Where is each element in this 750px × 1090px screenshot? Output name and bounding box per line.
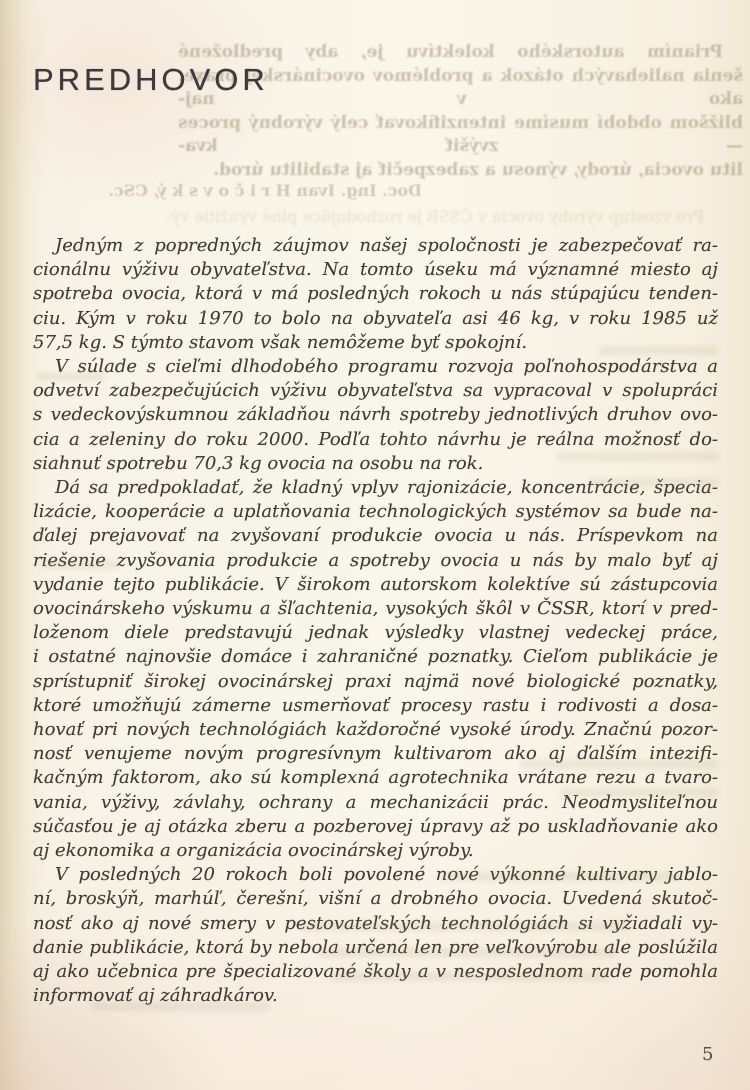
text-line: vania, výživy, závlahy, ochrany a mechanizácii prác. Neodmysliteľnou xyxy=(33,791,718,813)
text-line: ktoré umožňujú zámerne usmerňovať procesy rastu i rodivosti a dosa- xyxy=(33,694,718,716)
page-title: PREDHOVOR xyxy=(33,61,269,97)
text-line: odvetví zabezpečujúcich výživu obyvateľstva sa vypracoval v spolupráci xyxy=(33,380,718,402)
bleed-through-smudge xyxy=(90,1002,270,1011)
text-line: s vedeckovýskumnou základňou návrh spotreby jednotlivých druhov ovo- xyxy=(33,404,718,426)
ghost-line: litu ovocia, úrody, výnosu a zabezpečiť aj stabilitu úrod. xyxy=(213,159,743,180)
text-line: informovať aj záhradkárov. xyxy=(33,985,278,1007)
text-line: spotreba ovocia, ktorá v má posledných rokoch u nás stúpajúcu tenden- xyxy=(33,283,718,305)
bleed-through-author-line: Doc. Ing. Ivan H r i č o v s k ý, CSc. xyxy=(108,181,422,200)
bleed-through-smudge xyxy=(560,788,718,797)
text-line: riešenie zvyšovania produkcie a spotreby ovocia u nás by malo byť aj xyxy=(33,549,718,571)
text-line: siahnuť spotrebu 70,3 kg ovocia na osobu na rok. xyxy=(33,452,484,474)
text-line: aj ekonomika a organizácia ovocinárskej výroby. xyxy=(33,840,474,862)
text-line: cionálnu výživu obyvateľstva. Na tomto úseku má významné miesto aj xyxy=(33,259,718,281)
text-line: ďalej prejavovať na zvyšovaní produkcie ovocia u nás. Príspevkom na xyxy=(33,525,718,547)
text-line: ciu. Kým v roku 1970 to bolo na obyvateľa asi 46 kg, v roku 1985 už xyxy=(33,307,718,329)
bleed-through-faint-line: Pre vzostup výroby ovocia v ČSSR je rozhodujúce plné využitie vý- xyxy=(165,207,704,226)
text-line: danie publikácie, ktorá by nebola určená len pre veľkovýrobu ale poslúžila xyxy=(33,936,718,958)
bleed-through-smudge xyxy=(330,972,610,981)
text-line: i ostatné najnovšie domáce i zahraničné poznatky. Cieľom publikácie je xyxy=(33,646,718,668)
text-line: súčasťou je aj otázka zberu a pozberovej úpravy až po uskladňovanie ako xyxy=(33,815,718,837)
ghost-line: Prianím autorského kolektívu je, aby predložené xyxy=(178,42,723,62)
bleed-through-smudge xyxy=(440,872,680,881)
text-line: vydanie tejto publikácie. V širokom autorskom kolektíve sú zástupcovia xyxy=(33,573,718,595)
page-number: 5 xyxy=(702,1044,714,1065)
bleed-through-smudge xyxy=(588,478,718,487)
bleed-through-smudge xyxy=(598,346,718,355)
bleed-through-smudge xyxy=(36,372,106,381)
ghost-line: bližšom období musíme intenzifikovať celý výrobný proces — zvýšiť kva- xyxy=(178,112,743,156)
text-line: nosť ako aj nové smery v pestovateľských technológiách si vyžiadali vy- xyxy=(33,912,718,934)
ghost-line: šenia naliehavých otázok a problémov ovocinárskej praxe, ako v naj- xyxy=(178,65,743,109)
text-line: ní, broskýň, marhúľ, čerešní, višní a drobného ovocia. Uvedená skutoč- xyxy=(33,888,718,910)
text-line: Jedným z popredných záujmov našej spoločnosti je zabezpečovať ra- xyxy=(55,235,718,256)
text-line: kačným faktorom, ako sú komplexná agrotechnika vrátane rezu a tvaro- xyxy=(33,767,718,789)
bleed-through-smudge xyxy=(40,560,120,569)
text-line: 57,5 kg. S týmto stavom však nemôžeme byť spokojní. xyxy=(33,331,528,353)
bleed-through-smudge xyxy=(318,948,618,957)
bleed-through-smudge xyxy=(556,452,718,461)
text-line: ovocinárskeho výskumu a šľachtenia, vysokých škôl v ČSSR, ktorí v pred- xyxy=(33,598,718,620)
text-line: V posledných 20 rokoch boli povolené nové výkonné kultivary jablo- xyxy=(55,864,718,886)
text-line: cia a zeleniny do roku 2000. Podľa tohto návrhu je reálna možnosť do- xyxy=(33,428,718,450)
text-line: loženom diele predstavujú jednak výsledky vlastnej vedeckej práce, xyxy=(33,622,718,644)
text-line: nosť venujeme novým progresívnym kultivarom ako aj ďalším intezifi- xyxy=(33,743,718,765)
text-line: V súlade s cieľmi dlhodobého programu rozvoja poľnohospodárstva a xyxy=(55,356,718,378)
text-line: hovať pri nových technológiách každoročné vysoké úrody. Značnú pozor- xyxy=(33,719,718,741)
bleed-through-smudge xyxy=(520,760,718,769)
text-line: Dá sa predpokladať, že kladný vplyv rajonizácie, koncentrácie, špecia- xyxy=(55,477,718,499)
text-line: aj ako učebnica pre špecializované školy a v nesposlednom rade pomohla xyxy=(33,961,718,983)
text-line: sprístupniť širokej ovocinárskej praxi najmä nové biologické poznatky, xyxy=(33,670,718,692)
text-line: lizácie, kooperácie a uplatňovania technologických systémov sa bude na- xyxy=(33,501,718,523)
bleed-through-smudge xyxy=(300,922,630,931)
